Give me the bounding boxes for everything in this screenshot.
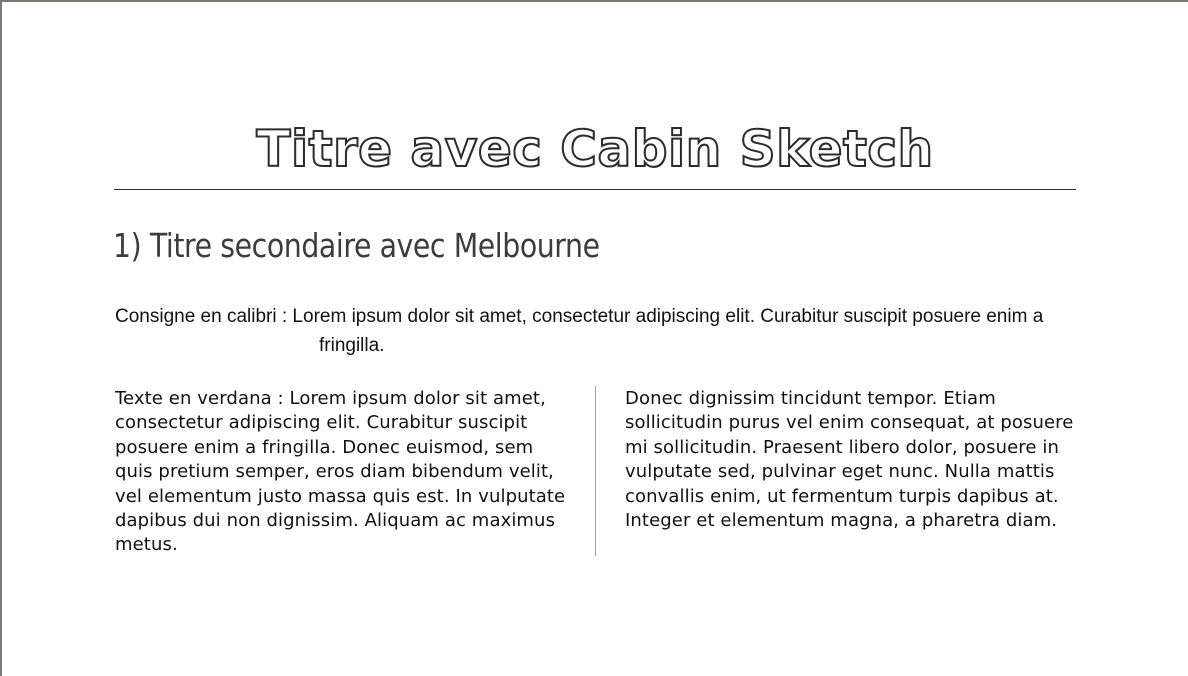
instruction-paragraph: Consigne en calibri : Lorem ipsum dolor sit amet, consectetur adipiscing elit. Curabitur suscipit posuere enim a fringilla. <box>115 306 1044 356</box>
section-heading: 1) Titre secondaire avec Melbourne <box>113 226 600 265</box>
page-title: Titre avec Cabin Sketch <box>256 120 934 178</box>
text-column-right: Donec dignissim tincidunt tempor. Etiam sollicitudin purus vel enim consequat, at posuere mi sollicitudin. Praesent libero dolor, posuere in vulputate sed, pulvinar eget nunc. Nulla mattis convallis enim, ut fermentum turpis dapibus at. Integer et elementum magna, a pharetra diam. <box>625 388 1074 532</box>
title-underline <box>114 189 1076 190</box>
column-divider <box>595 386 596 556</box>
text-column-left: Texte en verdana : Lorem ipsum dolor sit amet, consectetur adipiscing elit. Curabitur suscipit posuere enim a fringilla. Donec euismod, sem quis pretium semper, eros diam bibendum velit, vel elementum justo massa quis est. In vulputate dapibus dui non dignissim. Aliquam ac maximus metus. <box>115 388 566 556</box>
